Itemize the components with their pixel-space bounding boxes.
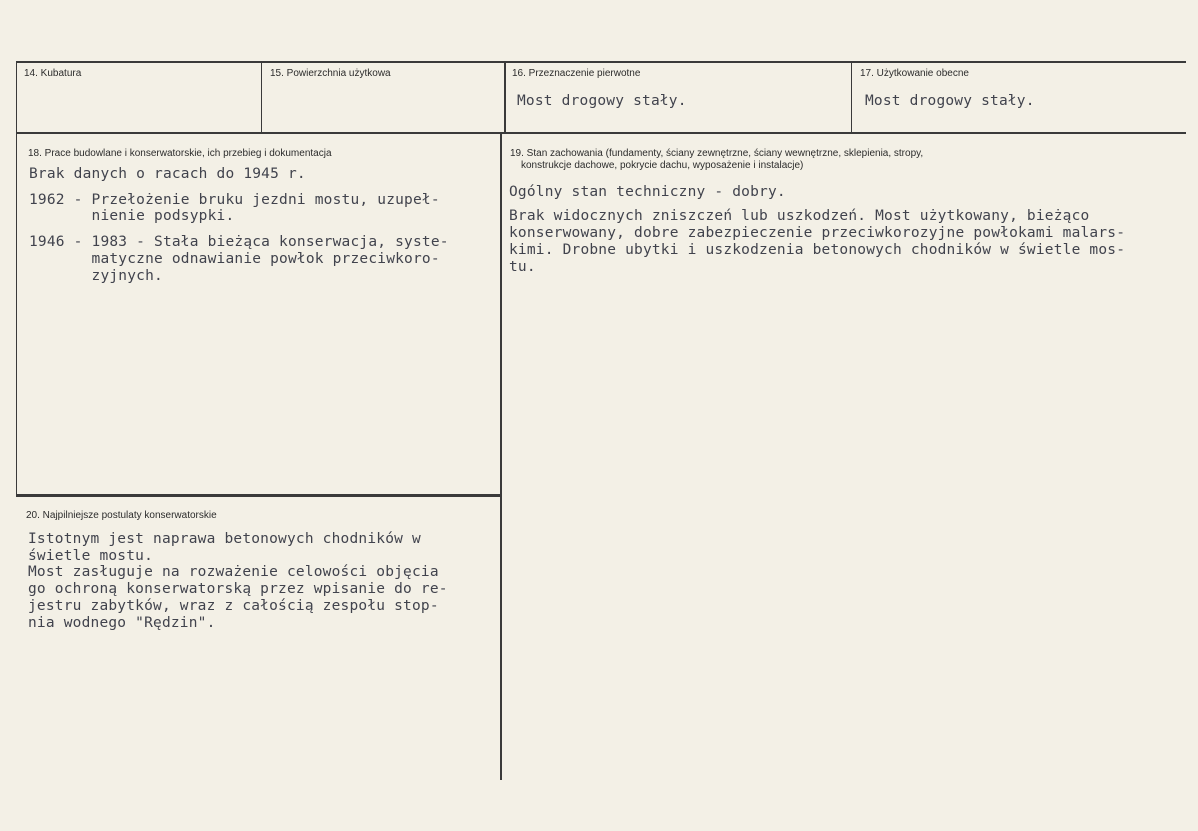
field-17-value: Most drogowy stały. <box>865 93 1035 109</box>
field-19-label-cont: konstrukcje dachowe, pokrycie dachu, wyposażenie i instalacje) <box>521 160 804 171</box>
field-19-line: tu. <box>509 259 536 275</box>
field-19-label: 19. Stan zachowania (fundamenty, ściany zewnętrzne, ściany wewnętrzne, sklepienia, stropy, <box>510 148 924 159</box>
field-19-line: Ogólny stan techniczny - dobry. <box>509 184 786 200</box>
field-18-line: 1962 - Przełożenie bruku jezdni mostu, uzupeł- <box>29 192 440 208</box>
field-14-label: 14. Kubatura <box>24 68 82 79</box>
field-20-line: go ochroną konserwatorską przez wpisanie do re- <box>28 581 448 597</box>
field-16-label: 16. Przeznaczenie pierwotne <box>512 68 641 79</box>
col-rule-17 <box>851 61 852 133</box>
field-20-line: nia wodnego "Rędzin". <box>28 615 216 631</box>
field-18-line: matyczne odnawianie powłok przeciwkoro- <box>29 251 440 267</box>
field-20-line: Most zasługuje na rozważenie celowości objęcia <box>28 564 439 580</box>
field-19-line: Brak widocznych zniszczeń lub uszkodzeń. Most użytkowany, bieżąco <box>509 208 1090 224</box>
col-rule-15 <box>261 61 262 133</box>
center-rule <box>500 133 502 780</box>
field-18-line: zyjnych. <box>29 268 163 284</box>
row-rule-1 <box>16 132 1186 134</box>
field-18-line: nienie podsypki. <box>29 208 235 224</box>
col-rule-16 <box>504 61 506 133</box>
field-19-line: konserwowany, dobre zabezpieczenie przeciwkorozyjne powłokami malars- <box>509 225 1126 241</box>
field-20-label: 20. Najpilniejsze postulaty konserwatorskie <box>26 510 217 521</box>
field-18-line: Brak danych o racach do 1945 r. <box>29 166 306 182</box>
row-rule-2 <box>16 494 501 497</box>
field-16-value: Most drogowy stały. <box>517 93 687 109</box>
field-17-label: 17. Użytkowanie obecne <box>860 68 969 79</box>
field-15-label: 15. Powierzchnia użytkowa <box>270 68 391 79</box>
field-18-label: 18. Prace budowlane i konserwatorskie, ich przebieg i dokumentacja <box>28 148 332 159</box>
left-rule <box>16 61 17 495</box>
field-20-line: jestru zabytków, wraz z całością zespołu stop- <box>28 598 439 614</box>
field-20-line: świetle mostu. <box>28 548 154 564</box>
top-rule <box>16 61 1186 63</box>
field-18-line: 1946 - 1983 - Stała bieżąca konserwacja, syste- <box>29 234 449 250</box>
field-19-line: kimi. Drobne ubytki i uszkodzenia betonowych chodników w świetle mos- <box>509 242 1126 258</box>
field-20-line: Istotnym jest naprawa betonowych chodników w <box>28 531 421 547</box>
